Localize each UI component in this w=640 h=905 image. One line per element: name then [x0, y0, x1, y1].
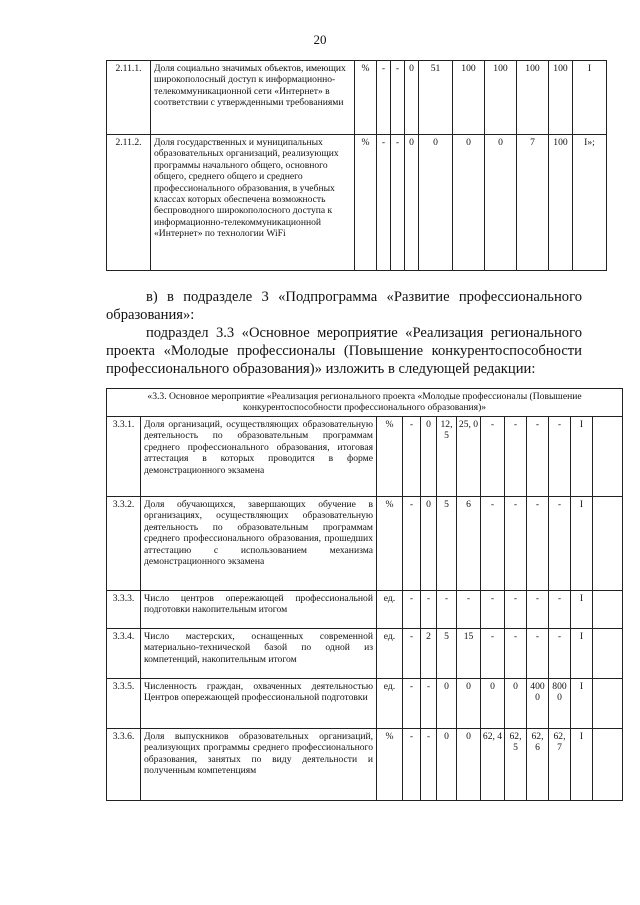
value-cell: 0 — [405, 61, 419, 135]
value-cell: - — [549, 497, 571, 591]
value-cell — [593, 729, 623, 801]
value-cell: 0 — [437, 729, 457, 801]
value-cell: 62, 6 — [527, 729, 549, 801]
value-cell: - — [391, 135, 405, 271]
indicator-name: Численность граждан, охваченных деятельностью Центров опережающей профессиональной подготовки — [141, 679, 377, 729]
table-row — [107, 629, 623, 679]
value-cell: 0 — [453, 135, 485, 271]
value-cell: 25, 0 — [457, 417, 481, 497]
unit-cell: % — [377, 497, 403, 591]
value-cell: 100 — [549, 135, 573, 271]
table-row — [107, 591, 623, 629]
value-cell: - — [403, 497, 421, 591]
value-cell: 62, 4 — [481, 729, 505, 801]
value-cell: - — [527, 591, 549, 629]
value-cell: 0 — [457, 679, 481, 729]
value-cell — [593, 679, 623, 729]
value-cell: 0 — [505, 679, 527, 729]
indicator-name: Доля выпускников образовательных организаций, реализующих программы среднего профессионального образования, занятых по виду деятельности и полученным компетенциям — [141, 729, 377, 801]
indicator-name: Доля социально значимых объектов, имеющих широкополосный доступ к информационно-телекоммуникационной сети «Интернет» в соответствии с утвержденными требованиями — [151, 61, 355, 135]
value-cell: - — [403, 417, 421, 497]
value-cell: - — [481, 591, 505, 629]
value-cell: 0 — [437, 679, 457, 729]
value-cell: 5 — [437, 629, 457, 679]
value-cell: 100 — [485, 61, 517, 135]
value-cell: - — [377, 61, 391, 135]
value-cell: - — [527, 417, 549, 497]
value-cell: 5 — [437, 497, 457, 591]
indicators-table-top — [106, 60, 607, 271]
table-row — [107, 679, 623, 729]
value-cell: - — [549, 417, 571, 497]
unit-cell: ед. — [377, 679, 403, 729]
value-cell — [593, 629, 623, 679]
unit-cell: % — [377, 729, 403, 801]
value-cell: 0 — [481, 679, 505, 729]
value-cell: - — [527, 497, 549, 591]
table-row — [107, 135, 607, 271]
value-cell: 400 0 — [527, 679, 549, 729]
value-cell: - — [481, 629, 505, 679]
value-cell: - — [527, 629, 549, 679]
value-cell: - — [505, 591, 527, 629]
value-cell: - — [505, 629, 527, 679]
value-cell: - — [403, 591, 421, 629]
value-cell: 51 — [419, 61, 453, 135]
value-cell: - — [457, 591, 481, 629]
unit-cell: % — [355, 61, 377, 135]
value-cell: I — [571, 679, 593, 729]
table-row — [107, 497, 623, 591]
unit-cell: % — [377, 417, 403, 497]
value-cell: - — [549, 591, 571, 629]
indicator-name: Число центров опережающей профессиональной подготовки накопительным итогом — [141, 591, 377, 629]
value-cell: - — [421, 729, 437, 801]
indicator-name: Доля обучающихся, завершающих обучение в организациях, осуществляющих образовательную деятельность по образовательным программам среднего профессионального образования, прошедших аттестацию с использованием механизма демонстрационного экзамена — [141, 497, 377, 591]
value-cell: 100 — [517, 61, 549, 135]
value-cell: 0 — [457, 729, 481, 801]
value-cell: 62, 7 — [549, 729, 571, 801]
indicators-table-3-3 — [106, 388, 623, 801]
value-cell: - — [505, 417, 527, 497]
paragraph-subsection-3: в) в подразделе 3 «Подпрограмма «Развитие профессионального образования»: — [106, 289, 582, 323]
value-cell — [593, 591, 623, 629]
value-cell: 0 — [421, 417, 437, 497]
value-cell: I — [571, 417, 593, 497]
value-cell: - — [403, 629, 421, 679]
page-number: 20 — [313, 32, 327, 47]
row-number: 3.3.6. — [107, 729, 141, 801]
table-row — [107, 729, 623, 801]
table-row — [107, 61, 607, 135]
value-cell: - — [391, 61, 405, 135]
indicator-name: Доля организаций, осуществляющих образовательную деятельность по образовательным программам среднего профессионального образования, итоговая аттестация в которых проводится в форме демонстрационного экзамена — [141, 417, 377, 497]
value-cell — [593, 417, 623, 497]
value-cell: 6 — [457, 497, 481, 591]
table-row — [107, 417, 623, 497]
value-cell: I — [571, 629, 593, 679]
value-cell: 100 — [453, 61, 485, 135]
row-number: 2.11.2. — [107, 135, 151, 271]
unit-cell: % — [355, 135, 377, 271]
row-number: 3.3.5. — [107, 679, 141, 729]
unit-cell: ед. — [377, 629, 403, 679]
value-cell: - — [377, 135, 391, 271]
value-cell: 7 — [517, 135, 549, 271]
value-cell: 0 — [405, 135, 419, 271]
row-number: 2.11.1. — [107, 61, 151, 135]
value-cell: 100 — [549, 61, 573, 135]
table-caption-row — [107, 389, 623, 417]
value-cell: I — [571, 591, 593, 629]
row-number: 3.3.4. — [107, 629, 141, 679]
value-cell: 0 — [419, 135, 453, 271]
value-cell: 800 0 — [549, 679, 571, 729]
row-number: 3.3.1. — [107, 417, 141, 497]
value-cell: 62, 5 — [505, 729, 527, 801]
indicator-name: Доля государственных и муниципальных образовательных организаций, реализующих программы начального общего, основного общего, среднего общего и среднего профессионального образования, в учебных классах которых обеспечена возможность беспроводного широкополосного доступа к информационно-телекоммуникационной «Интернет» по технологии WiFi — [151, 135, 355, 271]
value-cell: - — [421, 591, 437, 629]
value-cell: I — [571, 497, 593, 591]
value-cell: 15 — [457, 629, 481, 679]
value-cell: - — [403, 679, 421, 729]
value-cell: - — [421, 679, 437, 729]
unit-cell: ед. — [377, 591, 403, 629]
value-cell: 0 — [421, 497, 437, 591]
value-cell: 12, 5 — [437, 417, 457, 497]
value-cell: - — [505, 497, 527, 591]
value-cell: - — [549, 629, 571, 679]
value-cell: 0 — [485, 135, 517, 271]
value-cell: - — [481, 417, 505, 497]
value-cell: - — [403, 729, 421, 801]
value-cell — [593, 497, 623, 591]
value-cell: 2 — [421, 629, 437, 679]
row-number: 3.3.3. — [107, 591, 141, 629]
table-caption: «3.3. Основное мероприятие «Реализация регионального проекта «Молодые профессионалы (Повышение конкурентоспособности профессионального образования)» — [107, 389, 623, 417]
value-cell: I — [573, 61, 607, 135]
paragraph-subsection-3-3: подраздел 3.3 «Основное мероприятие «Реализация регионального проекта «Молодые профессионалы (Повышение конкурентоспособности профессионального образования)» изложить в следующей редакции: — [106, 325, 582, 377]
indicator-name: Число мастерских, оснащенных современной материально-технической базой по одной из компетенций, накопительным итогом — [141, 629, 377, 679]
value-cell: I»; — [573, 135, 607, 271]
value-cell: I — [571, 729, 593, 801]
value-cell: - — [437, 591, 457, 629]
row-number: 3.3.2. — [107, 497, 141, 591]
value-cell: - — [481, 497, 505, 591]
